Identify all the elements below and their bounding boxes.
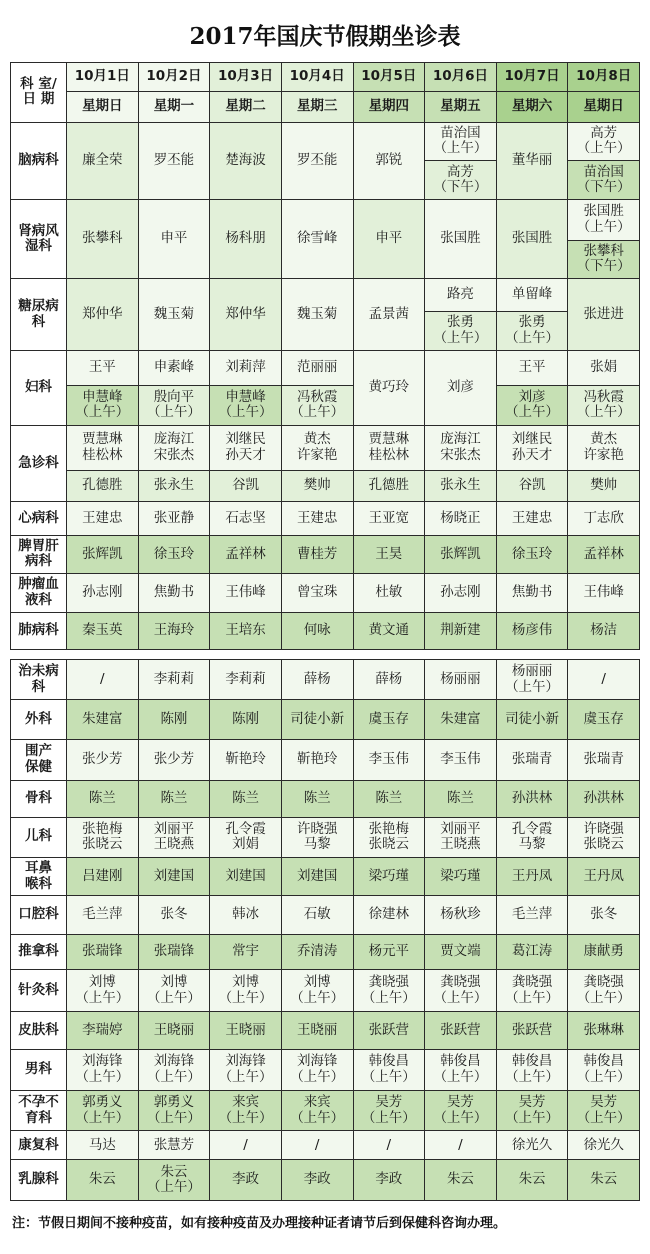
schedule-cell: 王海玲 [138,612,210,649]
schedule-cell: 薛杨 [353,660,425,700]
schedule-cell: 王伟峰 [568,574,640,612]
schedule-cell: 孟景茜 [353,279,425,351]
schedule-cell: 朱云 [496,1160,568,1201]
schedule-cell: 苗治国 （下午） [568,160,640,199]
schedule-cell: 虞玉存 [568,700,640,739]
schedule-cell: 张勇 （上午） [496,311,568,350]
page-title: 2017年国庆节假期坐诊表 [189,23,461,50]
schedule-cell: 李政 [210,1160,282,1201]
schedule-cell: 荆新建 [425,612,497,649]
schedule-cell: 张辉凯 [425,535,497,573]
schedule-cell: 刘彦 [425,350,497,425]
schedule-cell: 孟祥林 [568,535,640,573]
schedule-cell: 陈刚 [210,700,282,739]
schedule-cell: 张艳梅 张晓云 [353,817,425,857]
schedule-cell: 马达 [67,1131,139,1160]
schedule-cell: 朱建富 [67,700,139,739]
weekday-header: 星期一 [138,92,210,122]
schedule-cell: 刘建国 [210,857,282,895]
schedule-cell: 杨科朋 [210,200,282,279]
schedule-cell: 魏玉菊 [281,279,353,351]
schedule-cell: 李莉莉 [210,660,282,700]
schedule-cell: 王丹凤 [496,857,568,895]
schedule-cell: 刘继民 孙天才 [210,425,282,470]
schedule-cell: 王丹凤 [568,857,640,895]
schedule-cell: 丁志欣 [568,502,640,535]
schedule-cell: 李玉伟 [425,739,497,780]
weekday-header: 星期四 [353,92,425,122]
schedule-cell: 龚晓强 （上午） [353,969,425,1011]
schedule-cell: 王昊 [353,535,425,573]
schedule-cell: 罗丕能 [281,122,353,200]
schedule-cell: 刘彦 （上午） [496,386,568,425]
schedule-cell: 常宇 [210,934,282,969]
weekday-header: 星期二 [210,92,282,122]
schedule-cell: 朱建富 [425,700,497,739]
schedule-cell: 刘继民 孙天才 [496,425,568,470]
schedule-cell: 孙志刚 [425,574,497,612]
corner-top: 科 室/ [20,75,57,92]
schedule-cell: 李政 [353,1160,425,1201]
schedule-cell: 杨丽丽 [425,660,497,700]
schedule-table-upper [10,62,640,650]
schedule-cell: 单留峰 [496,279,568,311]
date-header: 10月2日 [138,63,210,92]
dept-label: 男科 [11,1049,67,1090]
schedule-cell: / [210,1131,282,1160]
schedule-cell: 许晓强 马黎 [281,817,353,857]
schedule-cell: 庞海江 宋张杰 [425,425,497,470]
schedule-cell: 吕建刚 [67,857,139,895]
schedule-cell: 贾慧琳 桂松林 [67,425,139,470]
schedule-cell: 黄文通 [353,612,425,649]
schedule-cell: 杨晓正 [425,502,497,535]
schedule-cell: 郭勇义 （上午） [67,1091,139,1131]
schedule-cell: 吴芳 （上午） [496,1091,568,1131]
schedule-cell: 葛江涛 [496,934,568,969]
schedule-cell: 刘建国 [281,857,353,895]
schedule-cell: 韩冰 [210,896,282,934]
schedule-cell: 李瑞婷 [67,1012,139,1049]
schedule-cell: 徐光久 [568,1131,640,1160]
schedule-cell: 张永生 [138,471,210,502]
dept-label: 外科 [11,700,67,739]
schedule-cell: 郑仲华 [67,279,139,351]
schedule-cell: 杨元平 [353,934,425,969]
weekday-header: 星期日 [67,92,139,122]
schedule-cell: 董华丽 [496,122,568,200]
schedule-cell: 孙志刚 [67,574,139,612]
schedule-cell: 张国胜 （上午） [568,200,640,240]
schedule-cell: 杨彦伟 [496,612,568,649]
schedule-cell: 刘海锋 （上午） [281,1049,353,1090]
schedule-cell: 孔德胜 [353,471,425,502]
dept-label: 儿科 [11,817,67,857]
schedule-cell: 刘莉萍 [210,350,282,385]
schedule-cell: 焦勤书 [138,574,210,612]
schedule-cell: 王建忠 [281,502,353,535]
schedule-cell: 张慧芳 [138,1131,210,1160]
weekday-header: 星期三 [281,92,353,122]
schedule-cell: 司徒小新 [496,700,568,739]
dept-label: 脑病科 [11,122,67,200]
date-header: 10月8日 [568,63,640,92]
dept-label: 耳鼻 喉科 [11,857,67,895]
schedule-cell: 石敏 [281,896,353,934]
schedule-cell: 刘博 （上午） [138,969,210,1011]
footnote: 注：节假日期间不接种疫苗，如有接种疫苗及办理接种证者请节后到保健科咨询办理。 [12,1216,507,1231]
date-header: 10月6日 [425,63,497,92]
schedule-cell: 孙洪林 [568,781,640,817]
schedule-cell: 张少芳 [138,739,210,780]
schedule-cell: 楚海波 [210,122,282,200]
schedule-cell: 贾文端 [425,934,497,969]
schedule-cell: 毛兰萍 [67,896,139,934]
schedule-cell: 王晓丽 [281,1012,353,1049]
schedule-cell: 张少芳 [67,739,139,780]
schedule-cell: 黄杰 许家艳 [281,425,353,470]
schedule-cell: 杨秋珍 [425,896,497,934]
schedule-cell: 黄巧玲 [353,350,425,425]
dept-label: 肺病科 [11,612,67,649]
schedule-cell: 张国胜 [425,200,497,279]
schedule-cell: 张国胜 [496,200,568,279]
schedule-cell: 陈兰 [210,781,282,817]
schedule-cell: 靳艳玲 [281,739,353,780]
schedule-cell: 王伟峰 [210,574,282,612]
schedule-cell: 靳艳玲 [210,739,282,780]
schedule-cell: 贾慧琳 桂松林 [353,425,425,470]
schedule-cell: 高芳 （上午） [568,122,640,160]
schedule-cell: 冯秋霞 （上午） [281,386,353,425]
schedule-cell: 许晓强 张晓云 [568,817,640,857]
schedule-cell: 刘博 （上午） [210,969,282,1011]
schedule-cell: 庞海江 宋张杰 [138,425,210,470]
schedule-cell: 张瑞锋 [138,934,210,969]
schedule-cell: 张进进 [568,279,640,351]
schedule-cell: 韩俊昌 （上午） [568,1049,640,1090]
schedule-cell: 秦玉英 [67,612,139,649]
schedule-cell: 孔令霞 刘娟 [210,817,282,857]
schedule-cell: 张亚静 [138,502,210,535]
dept-label: 乳腺科 [11,1160,67,1201]
schedule-cell: 张娟 [568,350,640,385]
schedule-cell: 王培东 [210,612,282,649]
schedule-cell: 刘丽平 王晓燕 [138,817,210,857]
schedule-cell: 申慧峰 （上午） [210,386,282,425]
schedule-cell: 焦勤书 [496,574,568,612]
schedule-cell: 王平 [496,350,568,385]
schedule-cell: 何咏 [281,612,353,649]
schedule-cell: 张冬 [568,896,640,934]
schedule-cell: 石志坚 [210,502,282,535]
weekday-header: 星期五 [425,92,497,122]
schedule-cell: 张勇 （上午） [425,311,497,350]
schedule-cell: 刘丽平 王晓燕 [425,817,497,857]
schedule-cell: 韩俊昌 （上午） [496,1049,568,1090]
dept-label: 脾胃肝 病科 [11,535,67,573]
schedule-cell: 梁巧瑾 [353,857,425,895]
schedule-cell: 孔令霞 马黎 [496,817,568,857]
dept-label: 肿瘤血 液科 [11,574,67,612]
schedule-cell: 张冬 [138,896,210,934]
schedule-cell: 李政 [281,1160,353,1201]
date-header: 10月3日 [210,63,282,92]
schedule-cell: 陈兰 [67,781,139,817]
corner-bottom: 日 期 [22,91,55,108]
schedule-cell: 殷向平 （上午） [138,386,210,425]
dept-label: 口腔科 [11,896,67,934]
schedule-cell: 徐建林 [353,896,425,934]
schedule-cell: 张跃营 [496,1012,568,1049]
schedule-cell: 李玉伟 [353,739,425,780]
schedule-cell: 陈兰 [281,781,353,817]
schedule-cell: 罗丕能 [138,122,210,200]
weekday-header: 星期日 [568,92,640,122]
schedule-cell: 徐玉玲 [138,535,210,573]
schedule-cell: 刘建国 [138,857,210,895]
schedule-cell: 樊帅 [568,471,640,502]
schedule-cell: 王平 [67,350,139,385]
schedule-cell: 吴芳 （上午） [353,1091,425,1131]
dept-label: 治未病 科 [11,660,67,700]
schedule-cell: 张攀科 （下午） [568,240,640,278]
dept-label: 皮肤科 [11,1012,67,1049]
schedule-cell: 龚晓强 （上午） [568,969,640,1011]
schedule-cell: 路亮 [425,279,497,311]
schedule-cell: 龚晓强 （上午） [496,969,568,1011]
weekday-header: 星期六 [496,92,568,122]
schedule-cell: 杨洁 [568,612,640,649]
schedule-cell: 韩俊昌 （上午） [353,1049,425,1090]
schedule-cell: 刘博 （上午） [67,969,139,1011]
schedule-cell: 郭锐 [353,122,425,200]
schedule-cell: 张艳梅 张晓云 [67,817,139,857]
dept-label: 糖尿病 科 [11,279,67,351]
schedule-cell: 刘博 （上午） [281,969,353,1011]
schedule-cell: 薛杨 [281,660,353,700]
schedule-cell: 陈兰 [353,781,425,817]
schedule-cell: 陈刚 [138,700,210,739]
schedule-cell: 来宾 （上午） [281,1091,353,1131]
date-header: 10月1日 [67,63,139,92]
schedule-cell: 樊帅 [281,471,353,502]
schedule-cell: 张琳琳 [568,1012,640,1049]
schedule-cell: 苗治国 （上午） [425,122,497,160]
schedule-cell: 张跃营 [353,1012,425,1049]
schedule-cell: 黄杰 许家艳 [568,425,640,470]
schedule-cell: 龚晓强 （上午） [425,969,497,1011]
schedule-cell: 申平 [138,200,210,279]
dept-label: 不孕不 育科 [11,1091,67,1131]
schedule-cell: 陈兰 [425,781,497,817]
date-header: 10月5日 [353,63,425,92]
dept-label: 推拿科 [11,934,67,969]
date-header: 10月4日 [281,63,353,92]
schedule-cell: 张跃营 [425,1012,497,1049]
schedule-cell: 毛兰萍 [496,896,568,934]
schedule-cell: 范丽丽 [281,350,353,385]
schedule-cell: 刘海锋 （上午） [67,1049,139,1090]
dept-label: 骨科 [11,781,67,817]
schedule-cell: 杨丽丽 （上午） [496,660,568,700]
schedule-cell: 孟祥林 [210,535,282,573]
schedule-cell: 高芳 （下午） [425,160,497,199]
schedule-cell: 王晓丽 [210,1012,282,1049]
schedule-table-lower [10,659,640,1201]
schedule-cell: 李莉莉 [138,660,210,700]
dept-label: 围产 保健 [11,739,67,780]
schedule-cell: 张辉凯 [67,535,139,573]
schedule-cell: 徐雪峰 [281,200,353,279]
schedule-cell: 孔德胜 [67,471,139,502]
schedule-cell: 徐玉玲 [496,535,568,573]
schedule-cell: 刘海锋 （上午） [138,1049,210,1090]
schedule-cell: 乔清涛 [281,934,353,969]
schedule-cell: 张永生 [425,471,497,502]
schedule-cell: 郑仲华 [210,279,282,351]
schedule-cell: 张瑞青 [496,739,568,780]
schedule-cell: 朱云 [568,1160,640,1201]
dept-label: 康复科 [11,1131,67,1160]
dept-label: 妇科 [11,350,67,425]
schedule-cell: 朱云 [67,1160,139,1201]
schedule-cell: 谷凯 [210,471,282,502]
schedule-cell: 王晓丽 [138,1012,210,1049]
schedule-cell: 张攀科 [67,200,139,279]
schedule-cell: 申慧峰 （上午） [67,386,139,425]
schedule-cell: / [568,660,640,700]
dept-label: 心病科 [11,502,67,535]
schedule-cell: / [425,1131,497,1160]
schedule-cell: 来宾 （上午） [210,1091,282,1131]
schedule-cell: 刘海锋 （上午） [210,1049,282,1090]
schedule-cell: 张瑞锋 [67,934,139,969]
dept-label: 急诊科 [11,425,67,502]
schedule-cell: 申素峰 [138,350,210,385]
schedule-cell: 曹桂芳 [281,535,353,573]
schedule-cell: 冯秋霞 （上午） [568,386,640,425]
schedule-cell: 魏玉菊 [138,279,210,351]
schedule-cell: 康献勇 [568,934,640,969]
schedule-cell: 王亚宽 [353,502,425,535]
schedule-cell: 曾宝珠 [281,574,353,612]
schedule-cell: 廉全荣 [67,122,139,200]
dept-label: 针灸科 [11,969,67,1011]
schedule-cell: 吴芳 （上午） [425,1091,497,1131]
schedule-cell: 徐光久 [496,1131,568,1160]
schedule-cell: 朱云 （上午） [138,1160,210,1201]
schedule-cell: 郭勇义 （上午） [138,1091,210,1131]
schedule-cell: 杜敏 [353,574,425,612]
schedule-cell: 孙洪林 [496,781,568,817]
schedule-cell: 虞玉存 [353,700,425,739]
schedule-cell: 申平 [353,200,425,279]
schedule-cell: 王建忠 [67,502,139,535]
schedule-cell: 吴芳 （上午） [568,1091,640,1131]
schedule-cell: 司徒小新 [281,700,353,739]
schedule-cell: / [67,660,139,700]
schedule-cell: 朱云 [425,1160,497,1201]
schedule-cell: 谷凯 [496,471,568,502]
dept-label: 肾病风 湿科 [11,200,67,279]
schedule-cell: 王建忠 [496,502,568,535]
schedule-cell: / [281,1131,353,1160]
corner-header [11,63,67,123]
schedule-cell: 张瑞青 [568,739,640,780]
schedule-cell: / [353,1131,425,1160]
schedule-cell: 韩俊昌 （上午） [425,1049,497,1090]
date-header: 10月7日 [496,63,568,92]
schedule-cell: 陈兰 [138,781,210,817]
schedule-cell: 梁巧瑾 [425,857,497,895]
